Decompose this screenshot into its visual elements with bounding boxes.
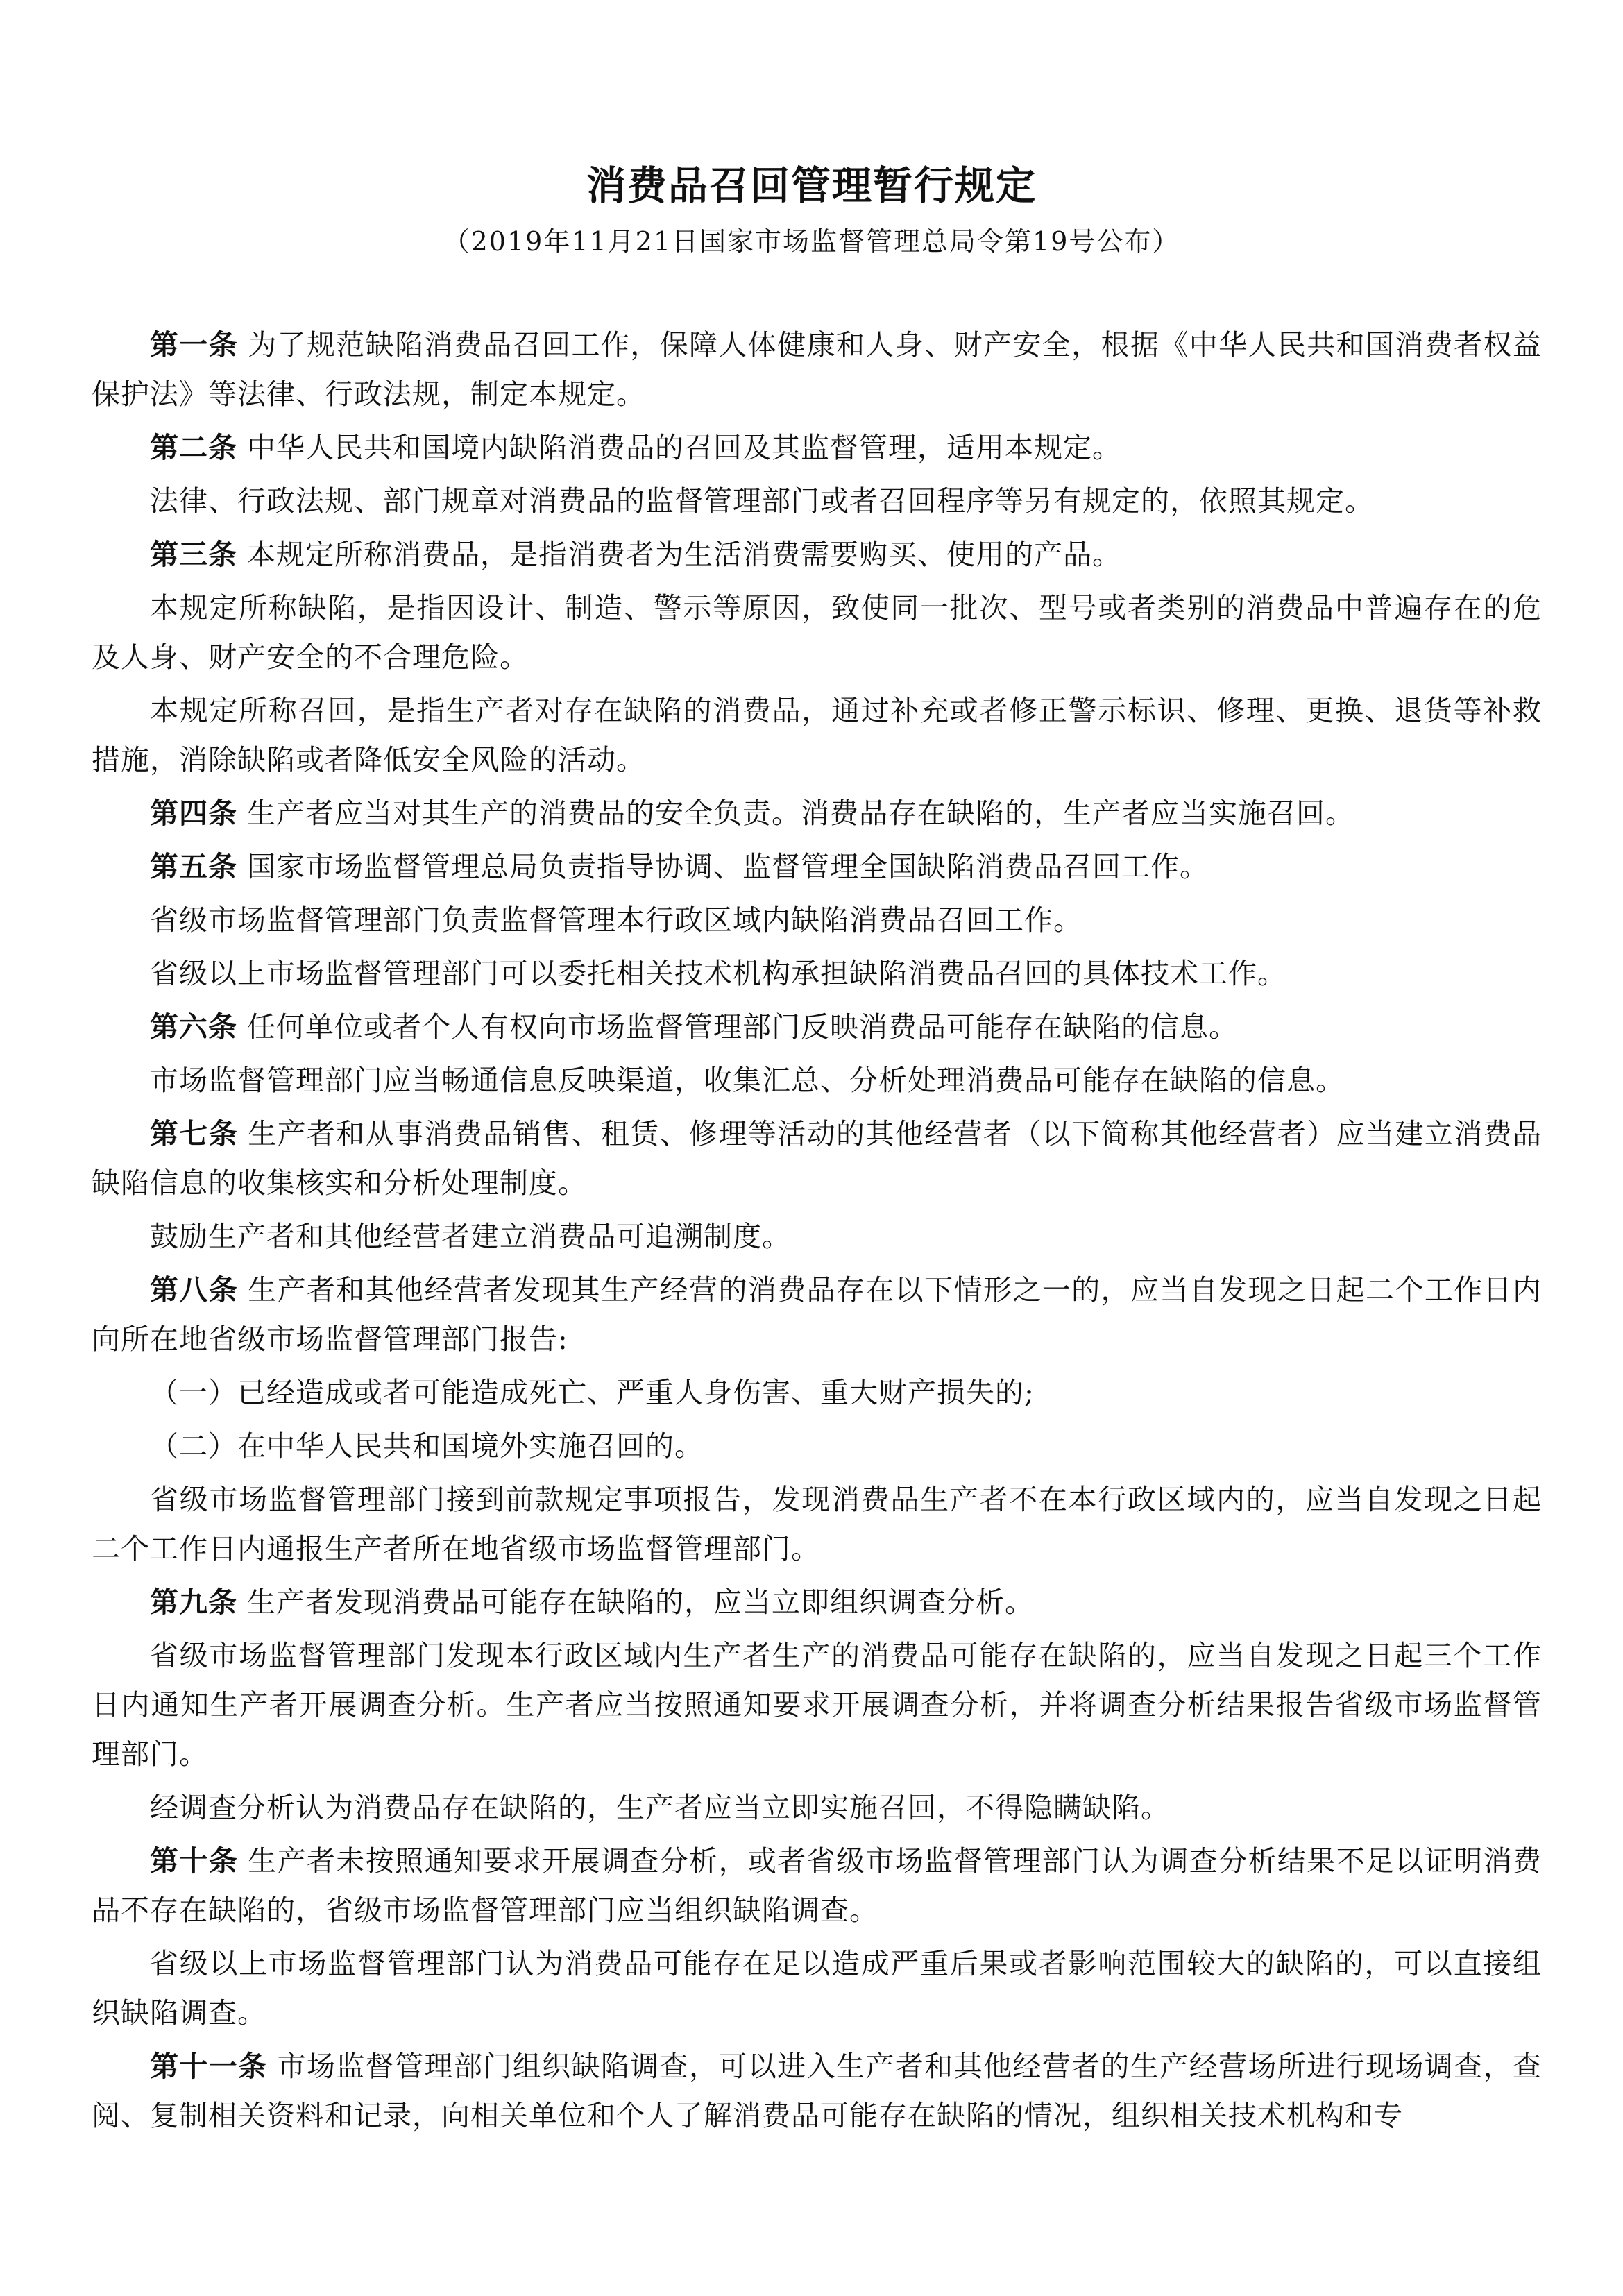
- document-title: 消费品召回管理暂行规定: [586, 162, 1037, 209]
- paragraph-text: 省级以上市场监督管理部门认为消费品可能存在足以造成严重后果或者影响范围较大的缺陷的，可以直接组织缺陷调查。: [92, 1947, 1542, 2030]
- paragraph-text: 省级市场监督管理部门接到前款规定事项报告，发现消费品生产者不在本行政区域内的，应当自发现之日起二个工作日内通报生产者所在地省级市场监督管理部门。: [92, 1483, 1542, 1565]
- paragraph: [92, 1939, 1542, 2038]
- paragraph: [92, 530, 1542, 579]
- paragraph-text: 任何单位或者个人有权向市场监督管理部门反映消费品可能存在缺陷的信息。: [247, 1010, 1238, 1044]
- paragraph: [92, 1056, 1542, 1105]
- paragraph: [92, 1578, 1542, 1627]
- article-number: 第四条: [150, 797, 237, 830]
- paragraph: [92, 2042, 1542, 2141]
- paragraph: [92, 789, 1542, 838]
- article-number: 第九条: [150, 1585, 237, 1619]
- paragraph: [92, 842, 1542, 892]
- article-number: 第二条: [150, 431, 237, 464]
- paragraph: [92, 1003, 1542, 1052]
- paragraph-text: 省级以上市场监督管理部门可以委托相关技术机构承担缺陷消费品召回的具体技术工作。: [150, 957, 1286, 990]
- article-number: 第八条: [150, 1273, 239, 1307]
- paragraph-text: 生产者和从事消费品销售、租赁、修理等活动的其他经营者（以下简称其他经营者）应当建立消费品缺陷信息的收集核实和分析处理制度。: [92, 1117, 1543, 1200]
- article-number: 第五条: [150, 850, 237, 883]
- paragraph: [92, 1212, 1542, 1261]
- paragraph-text: 中华人民共和国境内缺陷消费品的召回及其监督管理，适用本规定。: [247, 431, 1121, 464]
- article-number: 第十一条: [150, 2050, 268, 2083]
- paragraph-text: 本规定所称缺陷，是指因设计、制造、警示等原因，致使同一批次、型号或者类别的消费品中普遍存在的危及人身、财产安全的不合理危险。: [92, 591, 1542, 674]
- paragraph: [92, 1837, 1542, 1935]
- paragraph: [92, 321, 1542, 419]
- paragraph-text: 本规定所称消费品，是指消费者为生活消费需要购买、使用的产品。: [247, 538, 1121, 571]
- article-number: 第三条: [150, 538, 237, 571]
- paragraph-text: （二）在中华人民共和国境外实施召回的。: [150, 1429, 704, 1463]
- paragraph: [92, 896, 1542, 945]
- paragraph-text: 国家市场监督管理总局负责指导协调、监督管理全国缺陷消费品召回工作。: [247, 850, 1209, 883]
- paragraph: [92, 1422, 1542, 1471]
- paragraph-text: 生产者未按照通知要求开展调查分析，或者省级市场监督管理部门认为调查分析结果不足以证明消费品不存在缺陷的，省级市场监督管理部门应当组织缺陷调查。: [92, 1844, 1543, 1927]
- paragraph: [92, 423, 1542, 473]
- paragraph: [92, 1475, 1542, 1574]
- paragraph: [92, 584, 1542, 682]
- paragraph-text: 市场监督管理部门应当畅通信息反映渠道，收集汇总、分析处理消费品可能存在缺陷的信息。: [150, 1064, 1345, 1097]
- paragraph-text: 生产者和其他经营者发现其生产经营的消费品存在以下情形之一的，应当自发现之日起二个工作日内向所在地省级市场监督管理部门报告:: [92, 1273, 1543, 1356]
- paragraph: [92, 1783, 1542, 1832]
- paragraph: [92, 1266, 1542, 1364]
- paragraph: [92, 1109, 1542, 1208]
- paragraph-text: 法律、行政法规、部门规章对消费品的监督管理部门或者召回程序等另有规定的，依照其规定。: [150, 484, 1374, 518]
- paragraph-text: （一）已经造成或者可能造成死亡、严重人身伤害、重大财产损失的;: [150, 1376, 1035, 1409]
- paragraph: [92, 949, 1542, 998]
- document-body: [92, 321, 1542, 2145]
- paragraph: [92, 686, 1542, 785]
- article-number: 第一条: [150, 328, 239, 362]
- paragraph-text: 省级市场监督管理部门负责监督管理本行政区域内缺陷消费品召回工作。: [150, 903, 1082, 937]
- article-number: 第六条: [150, 1010, 237, 1044]
- document-subtitle: （2019年11月21日国家市场监督管理总局令第19号公布）: [443, 226, 1180, 257]
- paragraph-text: 本规定所称召回，是指生产者对存在缺陷的消费品，通过补充或者修正警示标识、修理、更换、退货等补救措施，消除缺陷或者降低安全风险的活动。: [92, 694, 1542, 776]
- paragraph-text: 为了规范缺陷消费品召回工作，保障人体健康和人身、财产安全，根据《中华人民共和国消费者权益保护法》等法律、行政法规，制定本规定。: [92, 328, 1543, 411]
- paragraph-text: 生产者发现消费品可能存在缺陷的，应当立即组织调查分析。: [247, 1585, 1034, 1619]
- paragraph-text: 省级市场监督管理部门发现本行政区域内生产者生产的消费品可能存在缺陷的，应当自发现之日起三个工作日内通知生产者开展调查分析。生产者应当按照通知要求开展调查分析，并将调查分析结果报告省级市场监督管理部门。: [92, 1639, 1542, 1771]
- paragraph-text: 市场监督管理部门组织缺陷调查，可以进入生产者和其他经营者的生产经营场所进行现场调查，查阅、复制相关资料和记录，向相关单位和个人了解消费品可能存在缺陷的情况，组织相关技术机构和专: [92, 2050, 1543, 2132]
- article-number: 第七条: [150, 1117, 239, 1150]
- paragraph-text: 鼓励生产者和其他经营者建立消费品可追溯制度。: [150, 1220, 791, 1253]
- paragraph: [92, 1368, 1542, 1418]
- paragraph: [92, 1631, 1542, 1779]
- paragraph: [92, 477, 1542, 526]
- paragraph-text: 经调查分析认为消费品存在缺陷的，生产者应当立即实施召回，不得隐瞒缺陷。: [150, 1791, 1170, 1824]
- paragraph-text: 生产者应当对其生产的消费品的安全负责。消费品存在缺陷的，生产者应当实施召回。: [247, 797, 1354, 830]
- article-number: 第十条: [150, 1844, 239, 1878]
